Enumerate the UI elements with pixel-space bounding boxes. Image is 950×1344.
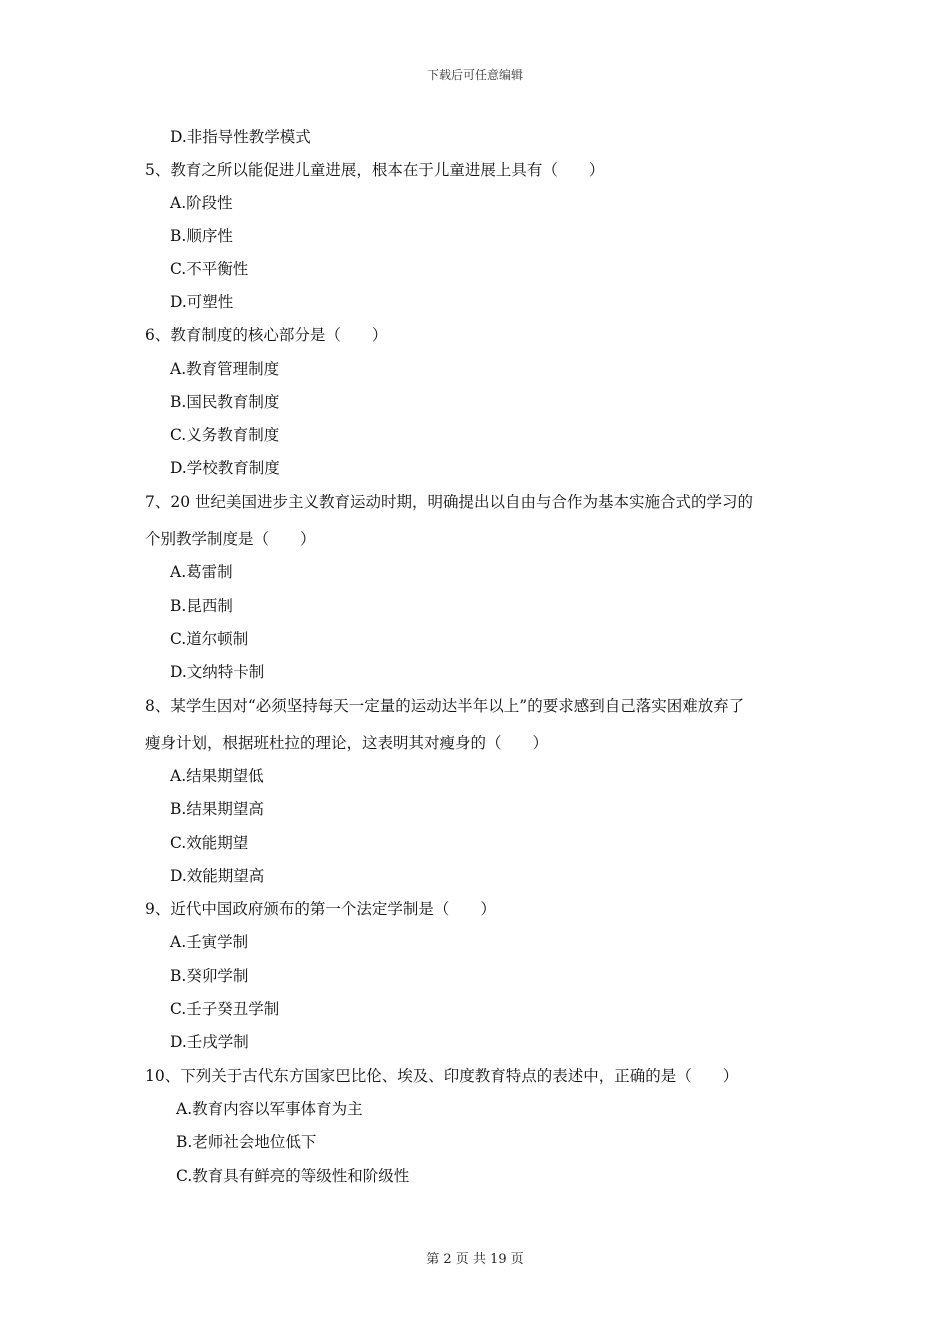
option-6b: B.国民教育制度 (170, 393, 280, 411)
question-6: 6、教育制度的核心部分是（ ） (145, 326, 388, 344)
option-9d: D.壬戌学制 (170, 1033, 249, 1051)
option-4d: D.非指导性教学模式 (170, 128, 311, 146)
page-footer: 第 2 页 共 19 页 (426, 1252, 524, 1267)
page-header: 下载后可任意编辑 (426, 68, 523, 82)
option-7a: A.葛雷制 (170, 563, 233, 581)
option-9b: B.癸卯学制 (170, 967, 249, 985)
question-9: 9、近代中国政府颁布的第一个法定学制是（ ） (145, 900, 496, 918)
option-5d: D.可塑性 (170, 293, 234, 311)
option-6c: C.义务教育制度 (170, 426, 280, 444)
option-10a: A.教育内容以军事体育为主 (176, 1100, 363, 1118)
option-8a: A.结果期望低 (170, 767, 264, 785)
option-6a: A.教育管理制度 (170, 360, 280, 378)
option-7b: B.昆西制 (170, 597, 233, 615)
option-5b: B.顺序性 (170, 227, 233, 245)
option-6d: D.学校教育制度 (170, 459, 280, 477)
option-9c: C.壬子癸丑学制 (170, 1000, 280, 1018)
question-7-cont: 个别教学制度是（ ） (145, 530, 316, 548)
option-9a: A.壬寅学制 (170, 933, 249, 951)
option-7d: D.文纳特卡制 (170, 663, 265, 681)
question-8: 8、某学生因对“必须坚持每天一定量的运动达半年以上”的要求感到自己落实困难放弃了 (145, 697, 745, 715)
option-8b: B.结果期望高 (170, 800, 264, 818)
option-8c: C.效能期望 (170, 834, 249, 852)
option-10b: B.老师社会地位低下 (176, 1133, 317, 1151)
question-7: 7、20 世纪美国进步主义教育运动时期，明确提出以自由与合作为基本实施合式的学习的 (145, 493, 754, 511)
question-8-cont: 瘦身计划，根据班杜拉的理论，这表明其对瘦身的（ ） (145, 734, 549, 752)
question-10: 10、下列关于古代东方国家巴比伦、埃及、印度教育特点的表述中，正确的是（ ） (145, 1067, 739, 1085)
option-8d: D.效能期望高 (170, 867, 265, 885)
option-10c: C.教育具有鲜亮的等级性和阶级性 (176, 1167, 410, 1185)
option-5a: A.阶段性 (170, 194, 233, 212)
option-5c: C.不平衡性 (170, 260, 249, 278)
question-5: 5、教育之所以能促进儿童进展，根本在于儿童进展上具有（ ） (145, 161, 605, 179)
option-7c: C.道尔顿制 (170, 630, 249, 648)
